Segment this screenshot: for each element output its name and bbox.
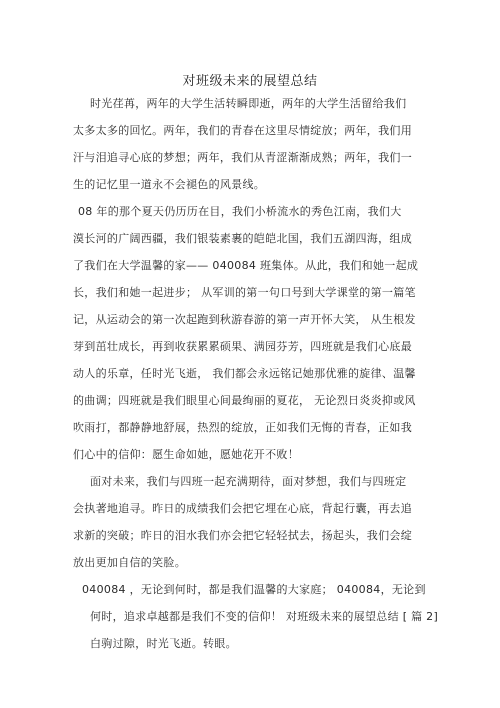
paragraph-line: 放出更加自信的笑脸。 — [73, 556, 186, 569]
paragraph-line: 记，从运动会的第一次起跑到秋游春游的第一声开怀大笑， 从生根发 — [73, 313, 416, 326]
paragraph-line: 生的记忆里一道永不会褪色的风景线。 — [73, 178, 266, 191]
paragraph-line: 040084 ，无论到何时，都是我们温馨的大家庭； 040084，无论到 — [82, 583, 426, 596]
paragraph-line: 时光荏苒，两年的大学生活转瞬即逝，两年的大学生活留给我们 — [90, 97, 407, 110]
paragraph-line: 求新的突破；昨日的泪水我们亦会把它轻轻拭去，扬起头，我们会绽 — [73, 529, 412, 542]
paragraph-line: 了我们在大学温馨的家—— 040084 班集体。从此，我们和她一起成 — [73, 259, 419, 272]
paragraph-line: 的曲调；四班就是我们眼里心间最绚丽的夏花， 无论烈日炎炎抑或风 — [73, 394, 416, 407]
paragraph-line: 动人的乐章，任时光飞逝， 我们都会永远铭记她那优雅的旋律、温馨 — [73, 367, 416, 380]
paragraph-line: 08 年的那个夏天仍历历在目，我们小桥流水的秀色江南，我们大 — [78, 205, 402, 218]
paragraph-line: 芽到茁壮成长，再到收获累累硕果、满园芬芳，四班就是我们心底最 — [73, 340, 412, 353]
paragraph-line: 白驹过隙，时光飞逝。转眼。 — [90, 637, 237, 650]
document-title: 对班级未来的展望总结 — [182, 74, 318, 89]
paragraph-line: 会执著地追寻。昨日的成绩我们会把它埋在心底，背起行囊，再去追 — [73, 502, 412, 515]
paragraph-line: 漠长河的广阔西疆，我们银装素裹的皑皑北国，我们五湖四海，组成 — [73, 232, 412, 245]
paragraph-line: 太多太多的回忆。两年，我们的青春在这里尽情绽放；两年，我们用 — [73, 124, 412, 137]
paragraph-line: 何时，追求卓越都是我们不变的信仰！ 对班级未来的展望总结 [ 篇 2] — [90, 610, 439, 623]
paragraph-line: 吹雨打，都静静地舒展，热烈的绽放，正如我们无悔的青春，正如我 — [73, 421, 412, 434]
paragraph-line: 们心中的信仰：愿生命如她，愿她花开不败！ — [73, 448, 299, 461]
paragraph-line: 面对未来，我们与四班一起充满期待，面对梦想，我们与四班定 — [90, 475, 407, 488]
paragraph-line: 长，我们和她一起进步； 从军训的第一句口号到大学课堂的第一篇笔 — [73, 286, 416, 299]
paragraph-line: 汗与泪追寻心底的梦想；两年，我们从青涩渐渐成熟；两年，我们一 — [73, 151, 412, 164]
